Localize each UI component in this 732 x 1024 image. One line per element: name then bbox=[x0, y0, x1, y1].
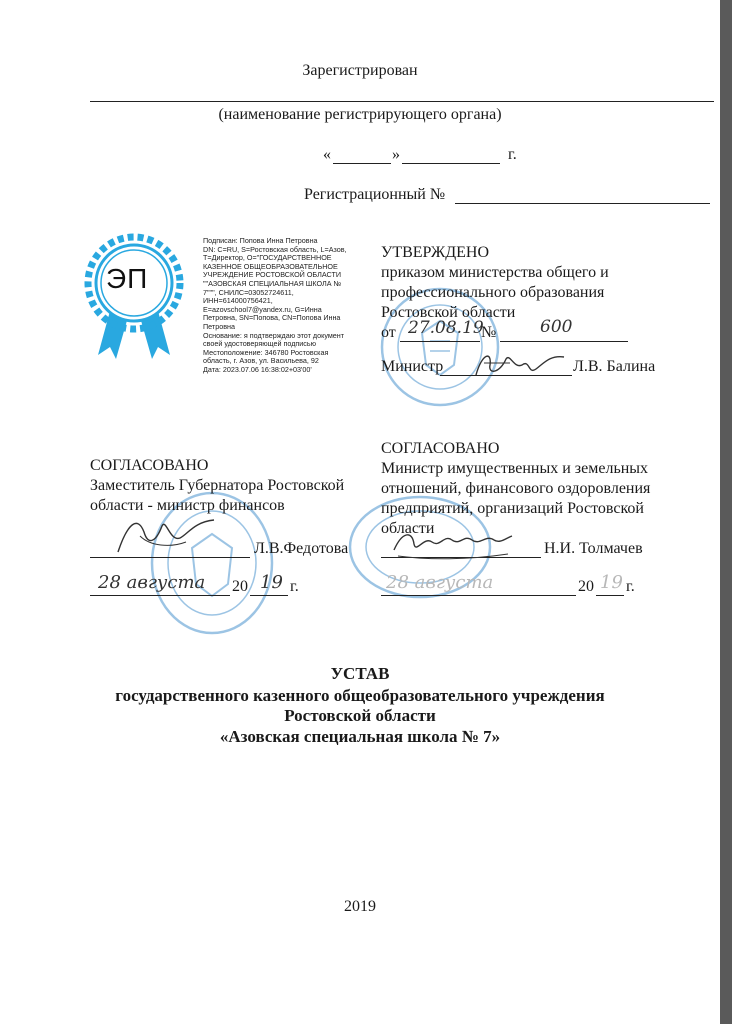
approved-minister-label: Министр bbox=[381, 358, 444, 375]
approved-line3: Ростовской области bbox=[381, 304, 516, 321]
agreed-left-handwritten-date: 28 августа bbox=[98, 572, 206, 593]
document-year: 2019 bbox=[344, 898, 376, 915]
sig-line: E=azovschool7@yandex.ru, G=Инна bbox=[203, 304, 322, 314]
approved-handwritten-date: 27.08.19 bbox=[408, 318, 484, 338]
agreed-right-name: Н.И. Толмачев bbox=[544, 540, 643, 557]
agreed-right-line4: области bbox=[381, 520, 435, 537]
date-close-quote: » bbox=[392, 146, 400, 163]
agreed-right-handwritten-date: 28 августа bbox=[386, 572, 494, 593]
approved-handwritten-number: 600 bbox=[540, 317, 573, 337]
sig-line: 7""", СНИЛС=03052724611, bbox=[203, 287, 294, 297]
sig-line: Подписан: Попова Инна Петровна bbox=[203, 236, 318, 245]
charter-title: УСТАВ bbox=[330, 664, 390, 683]
reg-number-label: Регистрационный № bbox=[304, 186, 446, 203]
organ-caption: (наименование регистрирующего органа) bbox=[218, 106, 502, 123]
agreed-left-year-line bbox=[250, 595, 288, 596]
sig-line: DN: C=RU, S=Ростовская область, L=Азов, bbox=[203, 244, 347, 254]
sig-line: УЧРЕЖДЕНИЕ РОСТОВСКОЙ ОБЛАСТИ bbox=[203, 270, 341, 280]
approved-date-line bbox=[400, 341, 480, 342]
e-signature-badge-text: ЭП bbox=[106, 263, 149, 294]
agreed-right-line2: отношений, финансового оздоровления bbox=[381, 480, 651, 497]
date-year-suffix: г. bbox=[508, 146, 517, 163]
date-day-line bbox=[333, 163, 391, 164]
agreed-left-date-line bbox=[90, 595, 230, 596]
agreed-left-name: Л.В.Федотова bbox=[254, 540, 349, 557]
agreed-right-year-line bbox=[596, 595, 624, 596]
sig-line: ""АЗОВСКАЯ СПЕЦИАЛЬНАЯ ШКОЛА № bbox=[203, 278, 342, 288]
registered-label: Зарегистрирован bbox=[302, 62, 418, 79]
sig-line: Местоположение: 346780 Ростовская bbox=[203, 347, 329, 357]
sig-line: Дата: 2023.07.06 16:38:02+03'00' bbox=[203, 364, 312, 374]
approved-minister-name: Л.В. Балина bbox=[573, 358, 656, 375]
e-signature-details bbox=[203, 237, 363, 375]
registration-organ-line bbox=[90, 101, 714, 102]
charter-line3: «Азовская специальная школа № 7» bbox=[219, 727, 501, 746]
approved-number-label: № bbox=[481, 324, 497, 341]
agreed-right-line3: предприятий, организаций Ростовской bbox=[381, 500, 644, 517]
approved-from-label: от bbox=[381, 324, 396, 341]
agreed-left-handwritten-year: 19 bbox=[260, 572, 283, 593]
sig-line: Петровна, SN=Попова, CN=Попова Инна bbox=[203, 313, 341, 323]
agreed-right-date-line bbox=[381, 595, 576, 596]
sig-line: T=Директор, O="ГОСУДАРСТВЕННОЕ bbox=[203, 253, 332, 263]
agreed-left-heading: СОГЛАСОВАНО bbox=[90, 457, 209, 474]
agreed-right-signature-icon bbox=[388, 520, 518, 564]
sig-line: Основание: я подтверждаю этот документ bbox=[203, 330, 345, 340]
date-month-line bbox=[402, 163, 500, 164]
charter-line2: Ростовской области bbox=[284, 706, 436, 725]
sig-line: ИНН=614000756421, bbox=[203, 296, 273, 306]
approved-signature-icon bbox=[470, 345, 570, 383]
approved-heading: УТВЕРЖДЕНО bbox=[381, 244, 490, 261]
reg-number-line bbox=[455, 203, 710, 204]
agreed-right-line1: Министр имущественных и земельных bbox=[381, 460, 649, 477]
agreed-left-year-prefix: 20 bbox=[232, 578, 248, 595]
approved-line2: профессионального образования bbox=[381, 284, 605, 301]
viewer-edge bbox=[720, 0, 732, 1024]
sig-line: КАЗЕННОЕ ОБЩЕОБРАЗОВАТЕЛЬНОЕ bbox=[203, 261, 338, 271]
charter-line1: государственного казенного общеобразовательного учреждения bbox=[115, 686, 605, 705]
approved-line1: приказом министерства общего и bbox=[381, 264, 609, 281]
sig-line: своей удостоверяющей подписью bbox=[203, 339, 317, 349]
agreed-right-year-suffix: г. bbox=[626, 578, 635, 595]
agreed-left-year-suffix: г. bbox=[290, 578, 299, 595]
agreed-right-heading: СОГЛАСОВАНО bbox=[381, 440, 500, 457]
e-signature-badge-icon bbox=[70, 225, 198, 365]
sig-line: область, г. Азов, ул. Васильева, 92 bbox=[203, 356, 319, 366]
agreed-left-signature-icon bbox=[110, 512, 220, 562]
agreed-right-year-prefix: 20 bbox=[578, 578, 594, 595]
agreed-left-line1: Заместитель Губернатора Ростовской bbox=[90, 477, 345, 494]
agreed-right-handwritten-year: 19 bbox=[600, 572, 623, 593]
date-open-quote: « bbox=[323, 146, 331, 163]
agreed-left-line2: области - министр финансов bbox=[90, 497, 285, 514]
approved-number-line bbox=[500, 341, 628, 342]
sig-line: Петровна bbox=[203, 321, 235, 331]
